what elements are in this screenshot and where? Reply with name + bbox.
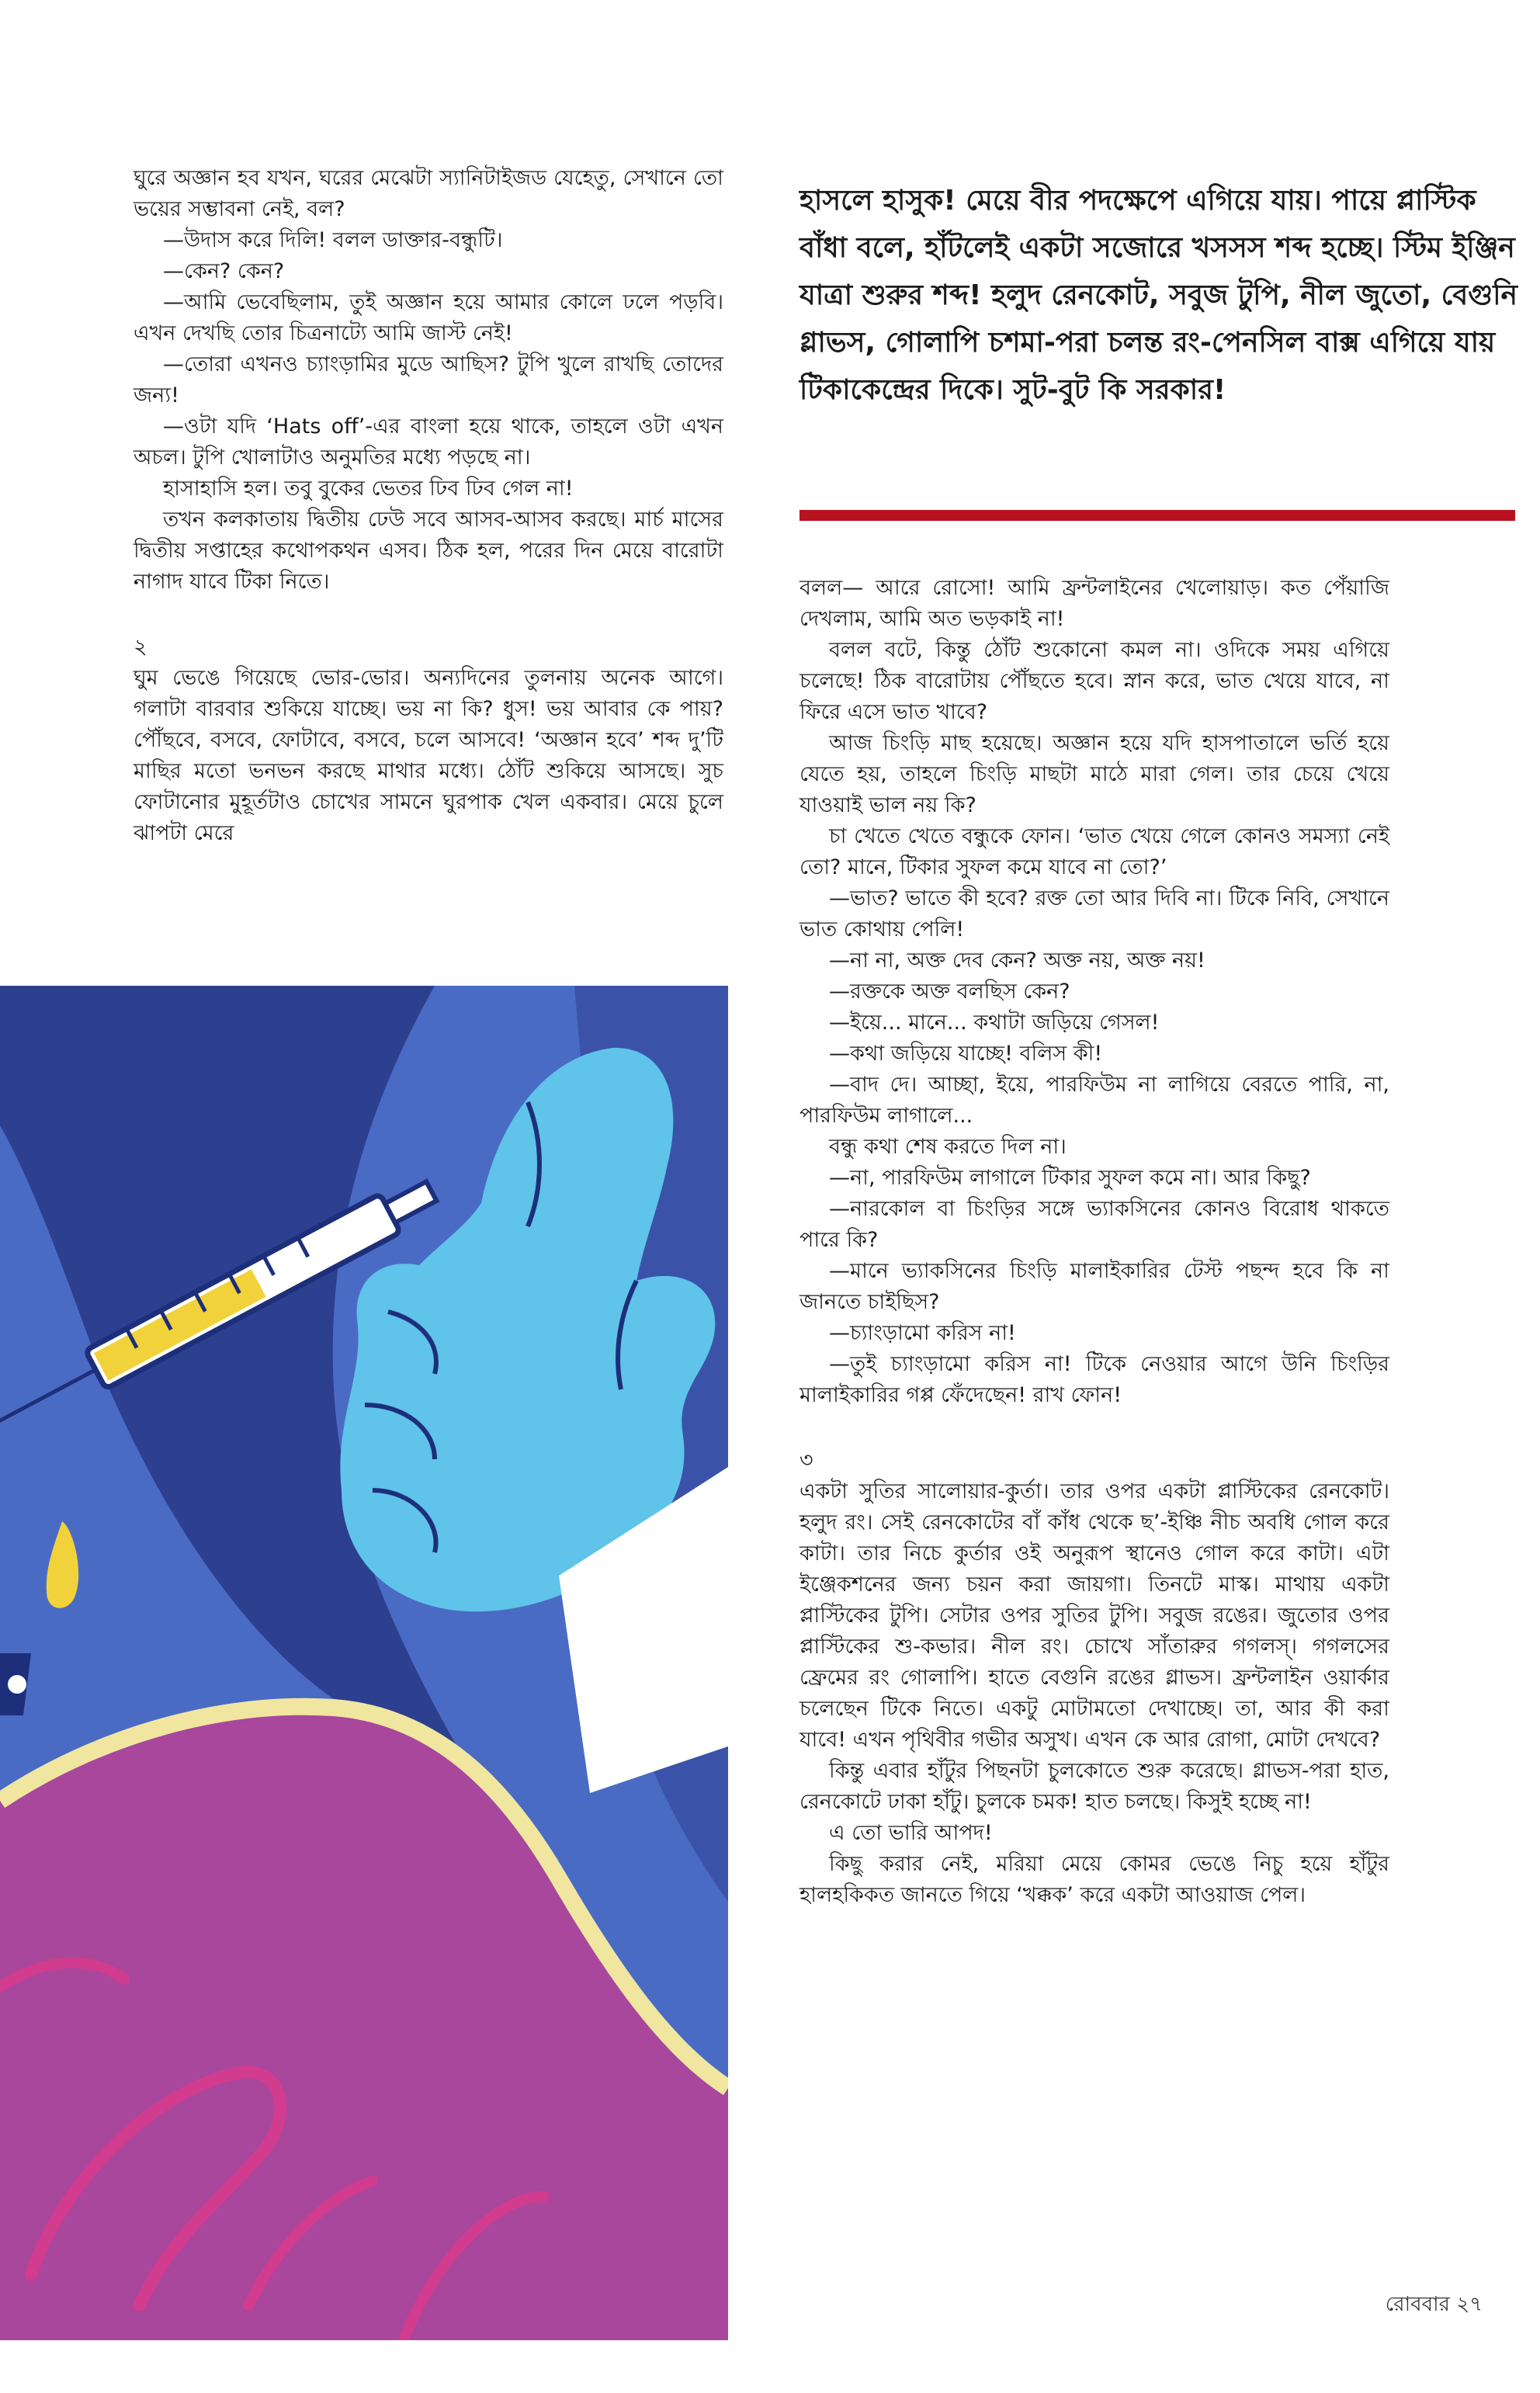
paragraph: ঘুরে অজ্ঞান হব যখন, ঘরের মেঝেটা স্যানিটাইজড যেহেতু, সেখানে তো ভয়ের সম্ভাবনা নেই, বল?: [134, 166, 723, 221]
paragraph: —ওটা যদি ‘Hats off’-এর বাংলা হয়ে থাকে, তাহলে ওটা এখন অচল। টুপি খোলাটাও অনুমতির মধ্যে পড়ছে না।: [134, 414, 723, 470]
paragraph: —চ্যাংড়ামো করিস না!: [829, 1321, 1016, 1345]
paragraph: হাসাহাসি হল। তবু বুকের ভেতর ঢিব ঢিব গেল না!: [163, 477, 574, 501]
paragraph: —উদাস করে দিলি! বলল ডাক্তার-বন্ধুটি।: [163, 228, 503, 252]
paragraph: —নারকোল বা চিংড়ির সঙ্গে ভ্যাকসিনের কোনও বিরোধ থাকতে পারে কি?: [799, 1197, 1389, 1252]
paragraph: —রক্তকে অক্ত বলছিস কেন?: [829, 980, 1070, 1004]
paragraph: তখন কলকাতায় দ্বিতীয় ঢেউ সবে আসব-আসব করছে। মার্চ মাসের দ্বিতীয় সপ্তাহের কথোপকথন এসব। ঠিক হল, পরের দিন মেয়ে বারোটা নাগাদ যাবে টিকা নিতে।: [134, 508, 723, 594]
paragraph: বন্ধু কথা শেষ করতে দিল না।: [829, 1135, 1067, 1159]
paragraph: কিছু করার নেই, মরিয়া মেয়ে কোমর ভেঙে নিচু হয়ে হাঁটুর হালহকিকত জানতে গিয়ে ‘খক্কক’ করে একটা আওয়াজ পেল।: [799, 1852, 1389, 1907]
paragraph: বলল— আরে রোসো! আমি ফ্রন্টলাইনের খেলোয়াড়। কত পেঁয়াজি দেখলাম, আমি অত ভড়কাই না!: [799, 576, 1389, 631]
pull-quote: হাসলে হাসুক! মেয়ে বীর পদক্ষেপে এগিয়ে যায়। পায়ে প্লাস্টিক বাঁধা বলে, হাঁটলেই একটা সজোরে খসসস শব্দ হচ্ছে। স্টিম ইঞ্জিন যাত্রা শুরুর শব্দ! হলুদ রেনকোট, সবুজ টুপি, নীল জুতো, বেগুনি গ্লাভস, গোলাপি চশমা-পরা চলন্ত রং-পেনসিল বাক্স এগিয়ে যায় টিকাকেন্দ্রের দিকে। সুট-বুট কি সরকার!: [799, 185, 1518, 406]
paragraph: —তোরা এখনও চ্যাংড়ামির মুডে আছিস? টুপি খুলে রাখছি তোদের জন্য!: [134, 352, 723, 408]
paragraph: ঘুম ভেঙে গিয়েছে ভোর-ভোর। অন্যদিনের তুলনায় অনেক আগে। গলাটা বারবার শুকিয়ে যাচ্ছে। ভয় না কি? ধুস! ভয় আবার কে পায়? পৌঁছবে, বসবে, ফোটাবে, বসবে, চলে আসবে! ‘অজ্ঞান হবে’ শব্দ দু’টি মাছির মতো ভনভন করছে মাথার মধ্যে। ঠোঁট শুকিয়ে আসছে। সুচ ফোটানোর মুহূর্তটাও চোখের সামনে ঘুরপাক খেল একবার। মেয়ে চুলে ঝাপটা মেরে: [134, 666, 723, 845]
paragraph: —বাদ দে। আচ্ছা, ইয়ে, পারফিউম না লাগিয়ে বেরতে পারি, না, পারফিউম লাগালে...: [799, 1073, 1389, 1128]
paragraph: —ভাত? ভাতে কী হবে? রক্ত তো আর দিবি না। টিকে নিবি, সেখানে ভাত কোথায় পেলি!: [799, 886, 1389, 942]
paragraph: আজ চিংড়ি মাছ হয়েছে। অজ্ঞান হয়ে যদি হাসপাতালে ভর্তি হয়ে যেতে হয়, তাহলে চিংড়ি মাছটা মাঠে মারা গেল। তার চেয়ে খেয়ে যাওয়াই ভাল নয় কি?: [799, 731, 1389, 817]
paragraph: —না, পারফিউম লাগালে টিকার সুফল কমে না। আর কিছু?: [829, 1166, 1311, 1190]
paragraph: —কথা জড়িয়ে যাচ্ছে! বলিস কী!: [829, 1042, 1103, 1066]
right-column: [799, 573, 1389, 1911]
paragraph: —ইয়ে... মানে... কথাটা জড়িয়ে গেসল!: [829, 1011, 1160, 1035]
paragraph: একটা সুতির সালোয়ার-কুর্তা। তার ওপর একটা প্লাস্টিকের রেনকোট। হলুদ রং। সেই রেনকোটের বাঁ কাঁধ থেকে ছ’-ইঞ্চি নীচ অবধি গোল করে কাটা। তার নিচে কুর্তার ওই অনুরূপ স্থানেও গোল করে কাটা। এটা ইঞ্জেকশনের জন্য চয়ন করা জায়গা। তিনটে মাস্ক। মাথায় একটা প্লাস্টিকের টুপি। সেটার ওপর সুতির টুপি। সবুজ রঙের। জুতোর ওপর প্লাস্টিকের শু-কভার। নীল রং। চোখে সাঁতারুর গগলস্। গগলসের ফ্রেমের রং গোলাপি। হাতে বেগুনি রঙের গ্লাভস। ফ্রন্টলাইন ওয়ার্কার চলেছেন টিকে নিতে। একটু মোটামতো দেখাচ্ছে। তা, আর কী করা যাবে! এখন পৃথিবীর গভীর অসুখ। এখন কে আর রোগা, মোটা দেখবে?: [799, 1479, 1389, 1752]
page-folio: রোববার ২৭: [1385, 2293, 1483, 2316]
paragraph: চা খেতে খেতে বন্ধুকে ফোন। ‘ভাত খেয়ে গেলে কোনও সমস্যা নেই তো? মানে, টিকার সুফল কমে যাবে না তো?’: [799, 824, 1389, 879]
vaccine-illustration: [0, 986, 728, 2340]
section-number: ২: [134, 635, 147, 659]
paragraph: —তুই চ্যাংড়ামো করিস না! টিকে নেওয়ার আগে উনি চিংড়ির মালাইকারির গপ্প ফেঁদেছেন! রাখ ফোন!: [799, 1352, 1389, 1407]
paragraph: —আমি ভেবেছিলাম, তুই অজ্ঞান হয়ে আমার কোলে ঢলে পড়বি। এখন দেখছি তোর চিত্রনাট্যে আমি জাস্ট নেই!: [134, 290, 723, 345]
paragraph: বলল বটে, কিন্তু ঠোঁট শুকোনো কমল না। ওদিকে সময় এগিয়ে চলেছে! ঠিক বারোটায় পৌঁছতে হবে। স্নান করে, ভাত খেয়ে যাবে, না ফিরে এসে ভাত খাবে?: [799, 638, 1389, 724]
paragraph: কিন্তু এবার হাঁটুর পিছনটা চুলকোতে শুরু করেছে। গ্লাভস-পরা হাত, রেনকোটে ঢাকা হাঁটু। চুলকে চমক! হাত চলছে। কিসুই হচ্ছে না!: [799, 1759, 1389, 1814]
pull-quote-rule: [799, 510, 1515, 521]
paragraph: এ তো ভারি আপদ!: [829, 1821, 993, 1845]
left-column: [134, 163, 723, 849]
section-number: ৩: [799, 1448, 813, 1472]
paragraph: —মানে ভ্যাকসিনের চিংড়ি মালাইকারির টেস্ট পছন্দ হবে কি না জানতে চাইছিস?: [799, 1259, 1389, 1314]
paragraph: —কেন? কেন?: [163, 259, 285, 283]
paragraph: —না না, অক্ত দেব কেন? অক্ত নয়, অক্ত নয়!: [829, 949, 1205, 973]
